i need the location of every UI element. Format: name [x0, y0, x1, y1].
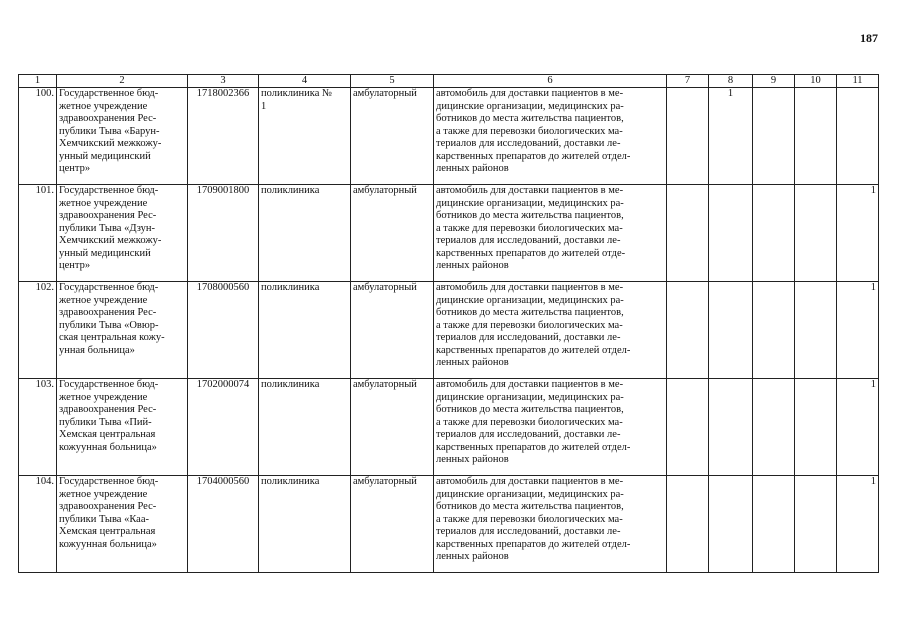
code-cell: 1704000560	[188, 476, 259, 573]
column-header: 7	[667, 75, 709, 88]
purpose-cell-line: автомобиль для доставки пациентов в ме-	[436, 282, 624, 293]
column-header: 6	[434, 75, 667, 88]
purpose-cell-line: териалов для исследований, доставки ле-	[436, 235, 621, 246]
purpose-cell-line: дицинские организации, медицинских ра-	[436, 391, 624, 403]
purpose-cell-line: карственных препаратов до жителей отдел-	[436, 441, 631, 453]
care-mode-cell: амбулаторный	[351, 282, 434, 379]
purpose-cell-line: ленных районов	[436, 357, 509, 368]
purpose-cell-line: ботников до места жительства пациентов,	[436, 404, 624, 415]
facility-type-cell-line: поликлиника	[261, 282, 320, 293]
column-8-cell	[709, 476, 753, 573]
purpose-cell-line: дицинские организации, медицинских ра-	[436, 197, 624, 209]
purpose-cell	[434, 476, 667, 573]
purpose-cell-line: ленных районов	[436, 260, 509, 271]
organization-cell-line: центр»	[59, 163, 91, 174]
care-mode-cell: амбулаторный	[351, 476, 434, 573]
purpose-cell	[434, 379, 667, 476]
purpose-cell-line: дицинские организации, медицинских ра-	[436, 294, 624, 306]
organization-cell	[57, 379, 188, 476]
purpose-cell-line: а также для перевозки биологических ма-	[436, 416, 623, 428]
column-10-cell	[795, 88, 837, 185]
facility-type-cell	[259, 282, 351, 379]
purpose-cell	[434, 282, 667, 379]
facility-type-cell-line: поликлиника	[261, 476, 320, 487]
facility-type-cell-line: поликлиника №	[261, 88, 333, 99]
care-mode-cell: амбулаторный	[351, 379, 434, 476]
organization-cell-line: публики Тыва «Барун-	[59, 125, 160, 137]
purpose-cell-line: ботников до места жительства пациентов,	[436, 210, 624, 221]
column-header: 2	[57, 75, 188, 88]
organization-cell-line: жетное учреждение	[59, 488, 148, 500]
column-10-cell	[795, 476, 837, 573]
column-9-cell	[753, 379, 795, 476]
organization-cell	[57, 185, 188, 282]
purpose-cell	[434, 88, 667, 185]
facility-type-cell	[259, 476, 351, 573]
organization-cell-line: Хемская центральная	[59, 526, 156, 537]
purpose-cell-line: автомобиль для доставки пациентов в ме-	[436, 476, 624, 487]
column-10-cell	[795, 185, 837, 282]
purpose-cell-line: а также для перевозки биологических ма-	[436, 125, 623, 137]
organization-cell-line: Государственное бюд-	[59, 379, 159, 390]
purpose-cell-line: карственных препаратов до жителей отдел-	[436, 538, 631, 550]
organization-cell-line: унная больница»	[59, 344, 135, 356]
table-row	[19, 379, 879, 476]
purpose-cell-line: ленных районов	[436, 551, 509, 562]
purpose-cell-line: карственных препаратов до жителей отдел-	[436, 150, 631, 162]
purpose-cell-line: териалов для исследований, доставки ле-	[436, 332, 621, 343]
organization-cell	[57, 282, 188, 379]
column-9-cell	[753, 185, 795, 282]
column-9-cell	[753, 476, 795, 573]
purpose-cell	[434, 185, 667, 282]
purpose-cell-line: ленных районов	[436, 163, 509, 174]
purpose-cell-line: карственных препаратов до жителей отдел-	[436, 344, 631, 356]
facility-type-cell	[259, 88, 351, 185]
purpose-cell-line: дицинские организации, медицинских ра-	[436, 488, 624, 500]
column-9-cell	[753, 88, 795, 185]
purpose-cell-line: териалов для исследований, доставки ле-	[436, 526, 621, 537]
facility-type-cell-line: поликлиника	[261, 379, 320, 390]
purpose-cell-line: ленных районов	[436, 454, 509, 465]
organization-cell-line: кожуунная больница»	[59, 441, 157, 453]
column-8-cell: 1	[709, 88, 753, 185]
code-cell: 1702000074	[188, 379, 259, 476]
code-cell: 1718002366	[188, 88, 259, 185]
purpose-cell-line: а также для перевозки биологических ма-	[436, 513, 623, 525]
page-number: 187	[860, 31, 878, 45]
organization-cell-line: жетное учреждение	[59, 294, 148, 306]
organization-cell-line: жетное учреждение	[59, 391, 148, 403]
header-row	[19, 75, 879, 88]
organization-cell-line: Государственное бюд-	[59, 282, 159, 293]
column-header: 4	[259, 75, 351, 88]
column-8-cell	[709, 282, 753, 379]
row-number-cell: 104.	[19, 476, 57, 573]
organization-cell-line: публики Тыва «Овюр-	[59, 319, 159, 331]
column-header: 10	[795, 75, 837, 88]
organization-cell	[57, 476, 188, 573]
purpose-cell-line: териалов для исследований, доставки ле-	[436, 138, 621, 149]
column-11-cell: 1	[837, 282, 879, 379]
care-mode-cell: амбулаторный	[351, 88, 434, 185]
organization-cell-line: Государственное бюд-	[59, 476, 159, 487]
organization-cell-line: здравоохранения Рес-	[59, 307, 157, 318]
organization-cell-line: публики Тыва «Дзун-	[59, 222, 156, 234]
organization-cell-line: публики Тыва «Каа-	[59, 513, 149, 525]
column-header: 9	[753, 75, 795, 88]
facility-type-cell-line: поликлиника	[261, 185, 320, 196]
facility-type-cell-line: 1	[261, 100, 267, 112]
table-body	[19, 88, 879, 573]
organization-cell-line: Государственное бюд-	[59, 88, 159, 99]
organization-cell-line: жетное учреждение	[59, 197, 148, 209]
column-11-cell: 1	[837, 379, 879, 476]
organization-cell-line: ская центральная кожу-	[59, 332, 165, 343]
organization-cell-line: Государственное бюд-	[59, 185, 159, 196]
facility-table	[18, 74, 879, 573]
care-mode-cell: амбулаторный	[351, 185, 434, 282]
row-number-cell: 101.	[19, 185, 57, 282]
column-7-cell	[667, 185, 709, 282]
column-8-cell	[709, 379, 753, 476]
column-9-cell	[753, 282, 795, 379]
organization-cell-line: Хемчикский межкожу-	[59, 235, 162, 246]
organization-cell-line: Хемчикский межкожу-	[59, 138, 162, 149]
purpose-cell-line: ботников до места жительства пациентов,	[436, 113, 624, 124]
organization-cell-line: здравоохранения Рес-	[59, 404, 157, 415]
column-11-cell	[837, 88, 879, 185]
column-header: 5	[351, 75, 434, 88]
purpose-cell-line: ботников до места жительства пациентов,	[436, 307, 624, 318]
organization-cell-line: здравоохранения Рес-	[59, 501, 157, 512]
column-7-cell	[667, 282, 709, 379]
purpose-cell-line: автомобиль для доставки пациентов в ме-	[436, 185, 624, 196]
purpose-cell-line: а также для перевозки биологических ма-	[436, 319, 623, 331]
column-7-cell	[667, 379, 709, 476]
table-row	[19, 282, 879, 379]
column-8-cell	[709, 185, 753, 282]
column-11-cell: 1	[837, 185, 879, 282]
row-number-cell: 102.	[19, 282, 57, 379]
column-header: 1	[19, 75, 57, 88]
column-11-cell: 1	[837, 476, 879, 573]
purpose-cell-line: дицинские организации, медицинских ра-	[436, 100, 624, 112]
code-cell: 1708000560	[188, 282, 259, 379]
table-row	[19, 88, 879, 185]
table-row	[19, 476, 879, 573]
facility-type-cell	[259, 185, 351, 282]
organization-cell-line: кожуунная больница»	[59, 538, 157, 550]
organization-cell-line: Хемская центральная	[59, 429, 156, 440]
column-7-cell	[667, 88, 709, 185]
row-number-cell: 103.	[19, 379, 57, 476]
column-7-cell	[667, 476, 709, 573]
column-10-cell	[795, 282, 837, 379]
organization-cell	[57, 88, 188, 185]
organization-cell-line: унный медицинский	[59, 247, 151, 259]
column-10-cell	[795, 379, 837, 476]
column-header: 8	[709, 75, 753, 88]
purpose-cell-line: а также для перевозки биологических ма-	[436, 222, 623, 234]
code-cell: 1709001800	[188, 185, 259, 282]
column-header: 11	[837, 75, 879, 88]
row-number-cell: 100.	[19, 88, 57, 185]
column-header: 3	[188, 75, 259, 88]
facility-type-cell	[259, 379, 351, 476]
organization-cell-line: унный медицинский	[59, 150, 151, 162]
purpose-cell-line: териалов для исследований, доставки ле-	[436, 429, 621, 440]
organization-cell-line: здравоохранения Рес-	[59, 210, 157, 221]
purpose-cell-line: автомобиль для доставки пациентов в ме-	[436, 88, 624, 99]
purpose-cell-line: автомобиль для доставки пациентов в ме-	[436, 379, 624, 390]
purpose-cell-line: ботников до места жительства пациентов,	[436, 501, 624, 512]
organization-cell-line: центр»	[59, 260, 91, 271]
purpose-cell-line: карственных препаратов до жителей отде-	[436, 247, 626, 259]
organization-cell-line: публики Тыва «Пий-	[59, 416, 152, 428]
organization-cell-line: здравоохранения Рес-	[59, 113, 157, 124]
organization-cell-line: жетное учреждение	[59, 100, 148, 112]
table-row	[19, 185, 879, 282]
